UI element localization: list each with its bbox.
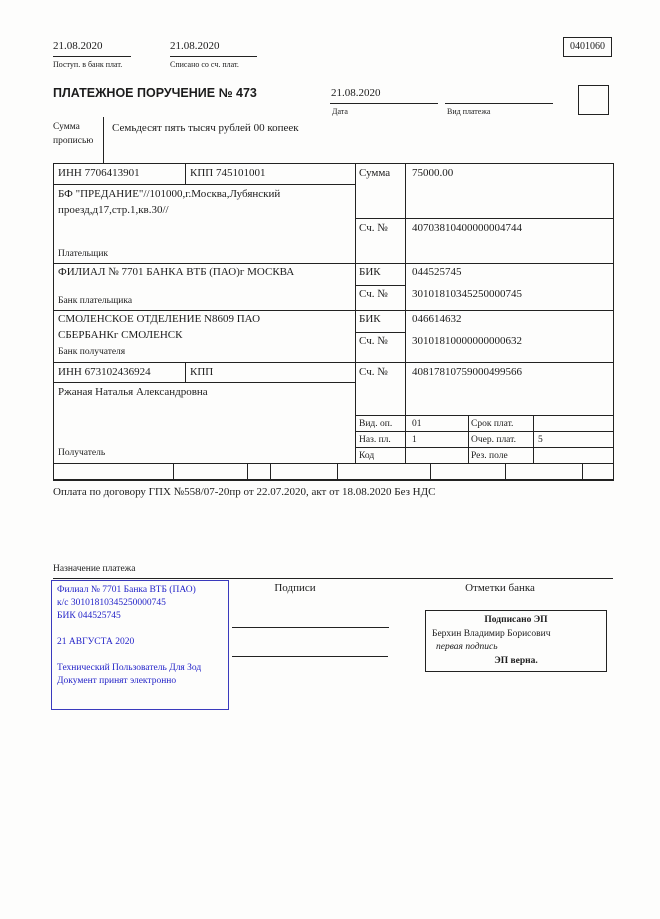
stamp-line: Документ принят электронно [57, 676, 177, 686]
amount-words-divider [103, 117, 104, 163]
table-right-border [613, 163, 614, 481]
payee-account: 40817810759000499566 [412, 366, 522, 378]
signatures-heading: Подписи [274, 582, 316, 594]
table-line [355, 332, 405, 333]
priority-label: Очер. плат. [471, 435, 516, 445]
payment-kind-underline [445, 103, 553, 104]
table-line [355, 415, 613, 416]
subtable-divider [468, 415, 469, 463]
e-signature-note: первая подпись [436, 642, 498, 652]
stamp-line: 21 АВГУСТА 2020 [57, 637, 135, 647]
sum-label: Сумма [359, 167, 391, 179]
stamp-line: Технический Пользователь Для Зод [57, 663, 202, 673]
form-code-box: 0401060 [563, 37, 612, 57]
debited-label: Списано со сч. плат. [170, 60, 239, 69]
strip-cell-divider [505, 463, 506, 480]
payee-name: Ржаная Наталья Александровна [58, 386, 208, 398]
purpose-underline [53, 578, 613, 579]
document-date: 21.08.2020 [331, 87, 381, 99]
stamp-line [57, 623, 223, 636]
payer-account: 40703810400000004744 [412, 222, 522, 234]
payee-bank-account: 30101810000000000632 [412, 335, 522, 347]
sum-value: 75000.00 [412, 167, 454, 179]
e-signature-name: Берхин Владимир Борисович [432, 628, 551, 639]
stamp-line: к/с 30101810345250000745 [57, 598, 166, 608]
status-checkbox [578, 85, 609, 115]
purpose-code-value: 1 [412, 435, 417, 445]
payee-bank-name-line2: СБЕРБАНКг СМОЛЕНСК [58, 329, 183, 341]
term-label: Срок плат. [471, 419, 514, 429]
bank-stamp-box [51, 580, 229, 710]
strip-cell-divider [270, 463, 271, 480]
payee-bank-account-label: Сч. № [359, 335, 388, 347]
amount-words-label-2: прописью [53, 136, 94, 146]
payer-bank-bik-label: БИК [359, 266, 381, 278]
kpp-divider [185, 163, 186, 184]
table-line [355, 285, 405, 286]
payer-name-line2: проезд,д17,стр.1,кв.30// [58, 204, 169, 216]
table-line [53, 463, 613, 464]
amount-words-value: Семьдесят пять тысяч рублей 00 копеек [112, 122, 299, 134]
payer-bank-account: 30101810345250000745 [412, 288, 522, 300]
received-in-bank-label: Поступ. в банк плат. [53, 60, 123, 69]
signature-line-1 [232, 627, 389, 628]
table-left-border [53, 163, 54, 481]
table-line [355, 218, 613, 219]
payer-bank-account-label: Сч. № [359, 288, 388, 300]
stamp-line: БИК 044525745 [57, 611, 121, 621]
strip-cell-divider [247, 463, 248, 480]
table-divider [355, 163, 356, 463]
received-date-underline [53, 56, 131, 57]
payment-kind-label: Вид платежа [447, 107, 491, 116]
table-line [53, 382, 355, 383]
payer-name-line1: БФ "ПРЕДАНИЕ"//101000,г.Москва,Лубянский [58, 188, 281, 200]
subtable-divider [533, 415, 534, 463]
document-title: ПЛАТЕЖНОЕ ПОРУЧЕНИЕ № 473 [53, 86, 257, 100]
payee-bank-bik: 046614632 [412, 313, 462, 325]
date-underline [330, 103, 438, 104]
priority-value: 5 [538, 435, 543, 445]
date-label: Дата [332, 107, 348, 116]
kpp-divider [185, 362, 186, 382]
payer-bank-section-label: Банк плательщика [58, 296, 133, 306]
reserve-label: Рез. поле [471, 451, 508, 461]
table-line [53, 184, 355, 185]
table-line [355, 431, 613, 432]
table-line [53, 310, 613, 311]
strip-cell-divider [337, 463, 338, 480]
strip-cell-divider [582, 463, 583, 480]
payer-bank-bik: 044525745 [412, 266, 462, 278]
table-divider [405, 163, 406, 463]
table-bottom-line [53, 479, 613, 481]
op-type-value: 01 [412, 419, 422, 429]
bank-marks-heading: Отметки банка [465, 582, 535, 594]
payee-bank-bik-label: БИК [359, 313, 381, 325]
strip-cell-divider [430, 463, 431, 480]
table-line [53, 263, 613, 264]
e-signature-title: Подписано ЭП [484, 615, 548, 625]
table-line [53, 163, 613, 164]
debited-date: 21.08.2020 [170, 40, 220, 52]
stamp-line [57, 649, 223, 662]
payee-bank-name-line1: СМОЛЕНСКОЕ ОТДЕЛЕНИЕ N8609 ПАО [58, 313, 261, 325]
strip-cell-divider [173, 463, 174, 480]
payee-inn: ИНН 673102436924 [58, 366, 151, 378]
op-type-label: Вид. оп. [359, 419, 393, 429]
amount-words-label-1: Сумма [53, 122, 80, 132]
stamp-line: Филиал № 7701 Банка ВТБ (ПАО) [57, 585, 196, 595]
received-in-bank-date: 21.08.2020 [53, 40, 103, 52]
payer-inn: ИНН 7706413901 [58, 167, 140, 179]
payee-bank-section-label: Банк получателя [58, 347, 126, 357]
payee-section-label: Получатель [58, 448, 106, 458]
payer-kpp: КПП 745101001 [190, 167, 266, 179]
payee-kpp-label: КПП [190, 366, 214, 378]
payer-bank-name: ФИЛИАЛ № 7701 БАНКА ВТБ (ПАО)г МОСКВА [58, 266, 295, 278]
e-signature-verified: ЭП верна. [494, 655, 538, 666]
payee-account-label: Сч. № [359, 366, 388, 378]
payer-account-label: Сч. № [359, 222, 388, 234]
payer-section-label: Плательщик [58, 249, 109, 259]
table-line [355, 447, 613, 448]
payment-purpose-label: Назначение платежа [53, 564, 136, 574]
code-label: Код [359, 451, 375, 461]
debited-date-underline [170, 56, 257, 57]
table-line [53, 362, 613, 363]
signature-line-2 [232, 656, 388, 657]
payment-purpose-text: Оплата по договору ГПХ №558/07-20пр от 22.07.2020, акт от 18.08.2020 Без НДС [53, 486, 436, 498]
e-signature-stamp-box [425, 610, 607, 672]
purpose-code-label: Наз. пл. [359, 435, 391, 445]
